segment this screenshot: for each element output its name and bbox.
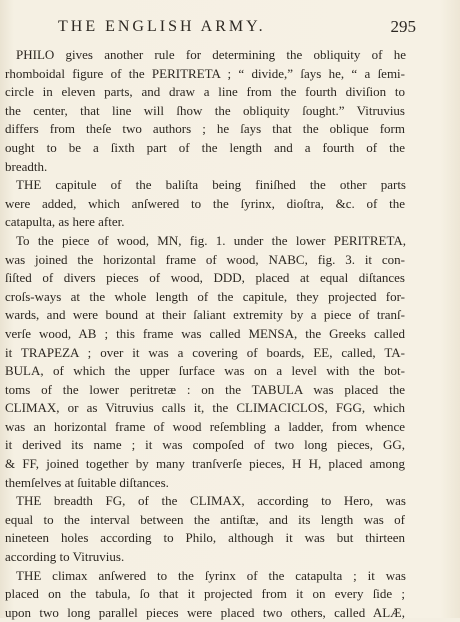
text-line: nineteen holes according to Philo, although it was but thirteen (5, 530, 405, 546)
text-line: breadth. (5, 158, 48, 174)
body-text (0, 46, 460, 622)
text-line: THE climax anſwered to the ſyrinx of the catapulta ; it was (16, 567, 406, 583)
text-line: toms of the lower peritretæ : on the TABULA was placed the (5, 381, 405, 397)
text-line: was joined the horizontal frame of wood, NABC, fig. 3. it con- (5, 251, 405, 267)
text-line: placed on the tabula, ſo that it projected from it on every ſide ; (5, 586, 405, 602)
page-header (0, 14, 460, 38)
text-line: upon two long parallel pieces were placed two others, called ALÆ, (5, 604, 405, 620)
text-line: it TRAPEZA ; over it was a covering of boards, EE, called, TA- (5, 344, 405, 360)
text-line: verſe wood, AB ; this frame was called MENSA, the Greeks called (5, 325, 405, 341)
text-line: CLIMAX, or as Vitruvius calls it, the CLIMACICLOS, FGG, which (5, 400, 405, 416)
text-line: was an horizontal frame of wood reſembling a ladder, from whence (5, 418, 405, 434)
page-number: 295 (390, 17, 416, 36)
text-line: & FF, joined together by many tranſverſe pieces, H H, placed among (5, 456, 405, 472)
text-line: equal to the interval between the antiſtæ, and its length was of (5, 511, 405, 527)
text-line: To the piece of wood, MN, fig. 1. under the lower PERITRETA, (16, 232, 406, 248)
text-line: BULA, of which the upper ſurface was on a level with the bot- (5, 363, 405, 379)
text-line: the center, that line will ſhow the obliquity ſought.” Vitruvius (5, 102, 405, 118)
text-line: wards, and were bound at their ſaliant extremity by a piece of tranſ- (5, 307, 405, 323)
text-line: it derived its name ; it was compoſed of two long pieces, GG, (5, 437, 405, 453)
text-line: according to Vitruvius. (5, 549, 125, 565)
text-line: rhomboidal figure of the PERITRETA ; “ divide,” ſays he, “ a ſemi- (5, 65, 405, 81)
text-line: differs from theſe two authors ; he ſays that the oblique form (5, 121, 405, 137)
text-line: were added, which anſwered to the ſyrinx, dioſtra, &c. of the (5, 195, 405, 211)
text-line: THE capitule of the baliſta being finiſhed the other parts (16, 177, 406, 193)
text-line: themſelves at ſuitable diſtances. (5, 474, 169, 490)
text-line: catapulta, as here after. (5, 214, 125, 230)
text-line: PHILO gives another rule for determining the obliquity of he (16, 47, 406, 62)
text-line: THE breadth FG, of the CLIMAX, according to Hero, was (16, 493, 406, 509)
running-head: THE ENGLISH ARMY. (58, 18, 266, 35)
text-line: circle in eleven parts, and draw a line from the fourth diviſion to (5, 84, 405, 100)
text-line: croſs-ways at the whole length of the capitule, they projected for- (5, 288, 405, 304)
text-line: ſiſted of divers pieces of wood, DDD, placed at equal diſtances (5, 270, 405, 286)
text-line: ought to be a ſixth part of the length and a fourth of the (5, 139, 405, 155)
